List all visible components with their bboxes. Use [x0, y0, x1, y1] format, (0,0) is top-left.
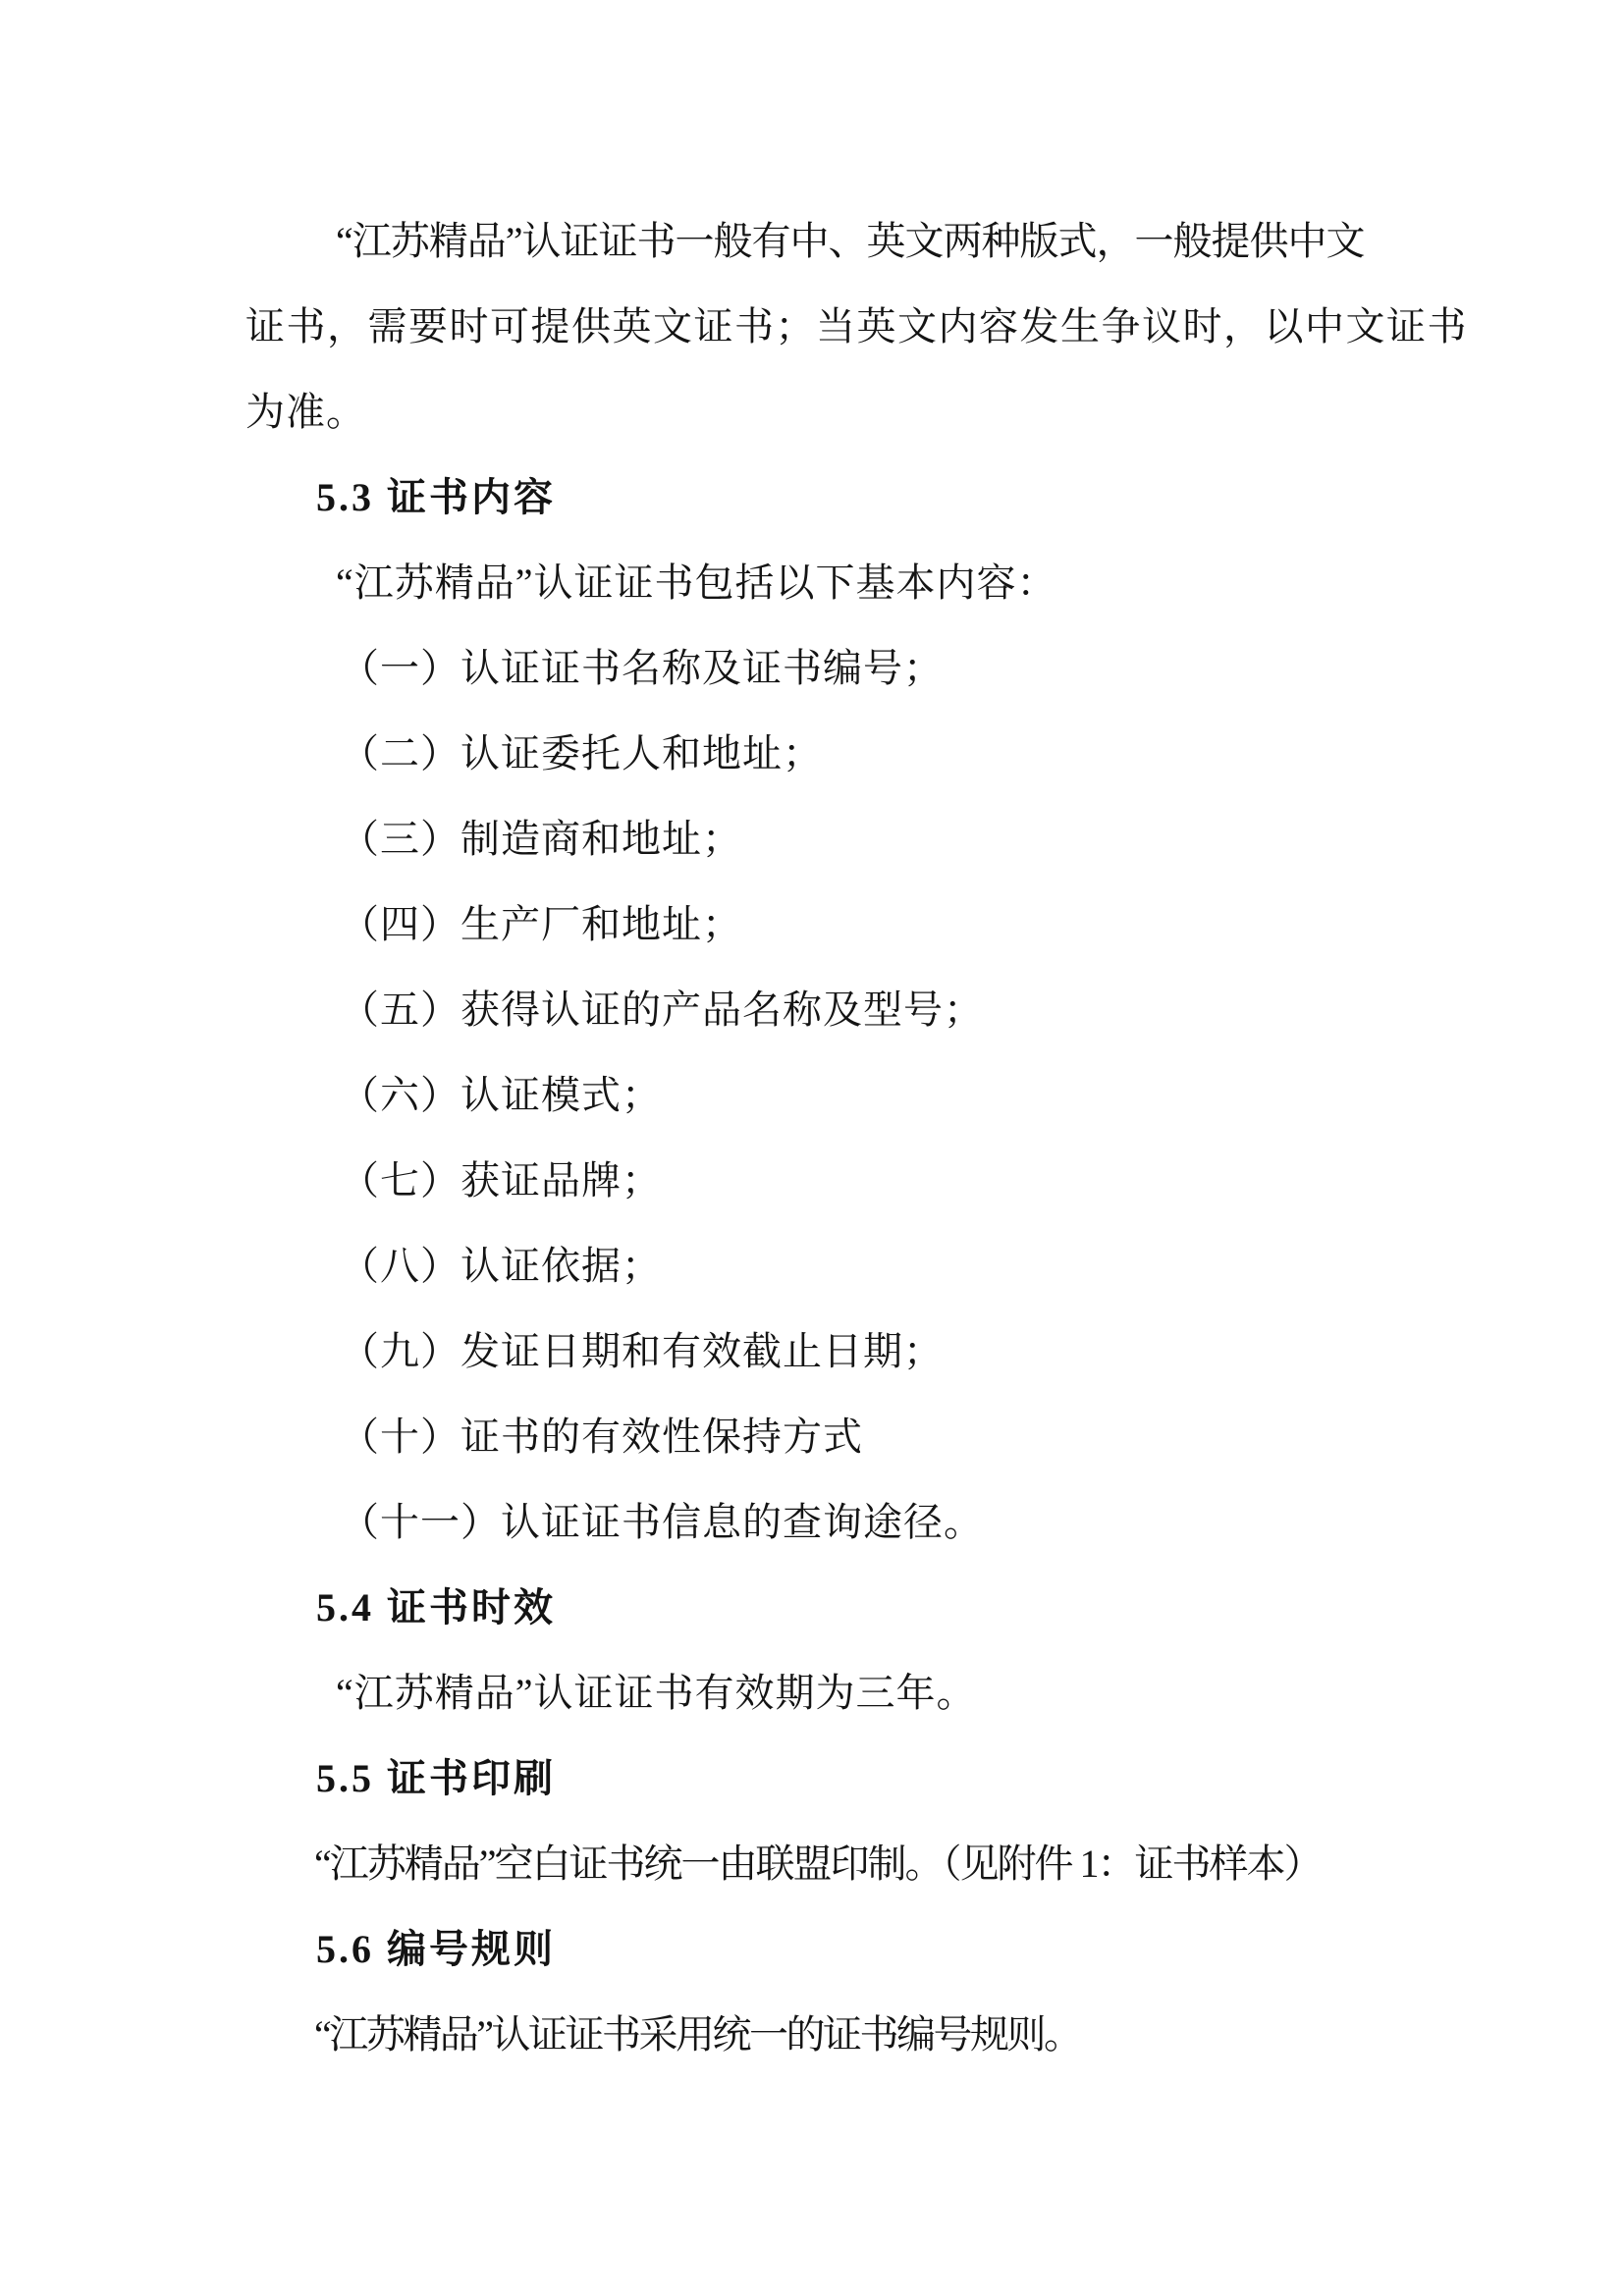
list-item: （六）认证模式；: [340, 1073, 662, 1117]
paragraph-line: 证书，需要时可提供英文证书；当英文内容发生争议时，以中文证书: [245, 304, 1468, 348]
paragraph-line: 为准。: [245, 390, 366, 434]
paragraph-line: “江苏精品”认证证书有效期为三年。: [336, 1671, 977, 1715]
list-item: （十）证书的有效性保持方式: [340, 1415, 863, 1459]
paragraph-line: “江苏精品”空白证书统一由联盟印制。（见附件 1：证书样本）: [314, 1842, 1322, 1886]
list-item: （四）生产厂和地址；: [340, 902, 742, 946]
paragraph-line: “江苏精品”认证证书采用统一的证书编号规则。: [314, 2012, 1081, 2056]
section-heading: 5.3 证书内容: [316, 475, 556, 519]
list-item: （一）认证证书名称及证书编号；: [340, 646, 944, 690]
list-item: （八）认证依据；: [340, 1244, 662, 1288]
list-item: （七）获证品牌；: [340, 1158, 662, 1202]
list-item: （五）获得认证的产品名称及型号；: [340, 988, 984, 1032]
paragraph-line: “江苏精品”认证证书一般有中、英文两种版式，一般提供中文: [336, 219, 1365, 263]
list-item: （九）发证日期和有效截止日期；: [340, 1329, 944, 1373]
document-body: [245, 198, 1469, 2077]
paragraph-line: “江苏精品”认证证书包括以下基本内容：: [336, 561, 1057, 605]
list-item: （十一）认证证书信息的查询途径。: [340, 1500, 984, 1544]
list-item: （二）认证委托人和地址；: [340, 731, 823, 775]
list-item: （三）制造商和地址；: [340, 817, 742, 861]
section-heading: 5.4 证书时效: [316, 1585, 556, 1629]
section-heading: 5.5 证书印刷: [316, 1756, 556, 1800]
section-heading: 5.6 编号规则: [316, 1927, 556, 1971]
